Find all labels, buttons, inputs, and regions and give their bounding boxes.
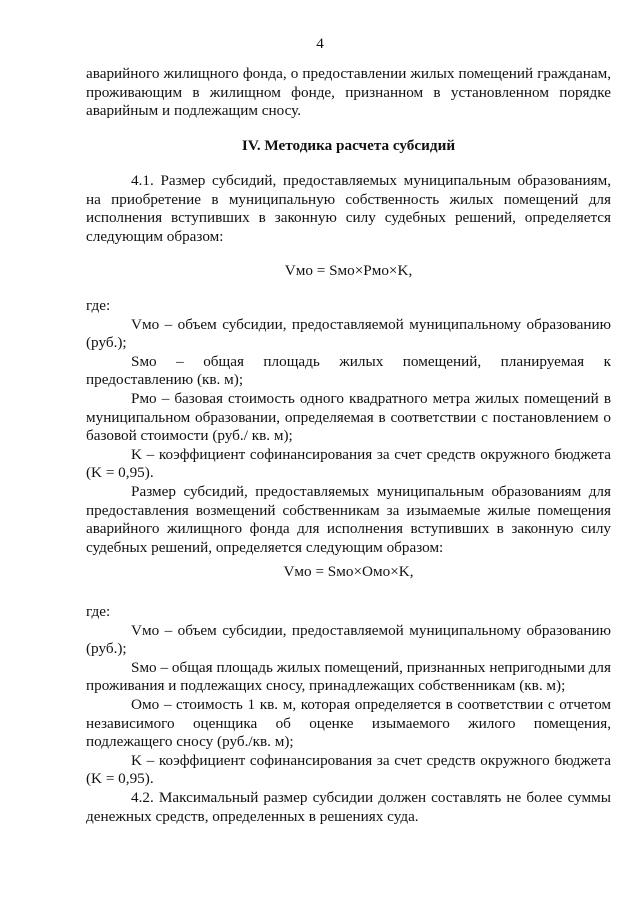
definition-vmo-2: Vмо – объем субсидии, предоставляемой муниципальному образованию (руб.); xyxy=(86,621,611,658)
paragraph-4-2: 4.2. Максимальный размер субсидии должен составлять не более суммы денежных средств, определенных в решениях суда. xyxy=(86,788,611,825)
where-label-1: где: xyxy=(86,297,111,314)
definitions-2 xyxy=(86,603,611,826)
definition-smo-1: Sмо – общая площадь жилых помещений, планируемая к предоставлению (кв. м); xyxy=(86,352,611,389)
definition-omo: Омо – стоимость 1 кв. м, которая определяется в соответствии с отчетом независимого оценщика об оценке изымаемого жилого помещения, подлежащего сносу (руб./кв. м); xyxy=(86,695,611,751)
definition-smo-2: Sмо – общая площадь жилых помещений, признанных непригодными для проживания и подлежащих сносу, принадлежащих собственникам (кв. м); xyxy=(86,658,611,695)
definition-k-1: K – коэффициент софинансирования за счет средств окружного бюджета (K = 0,95). xyxy=(86,445,611,482)
formula-1 xyxy=(86,262,611,281)
formula-1-text: Vмо = Sмо×Pмо×K, xyxy=(284,262,413,279)
paragraph-4-1-text: 4.1. Размер субсидий, предоставляемых муниципальным образованиям, на приобретение в муниципальную собственность жилых помещений для исполнения вступивших в законную силу судебных решений, определяется следующим образом: xyxy=(86,172,611,245)
formula-2 xyxy=(86,563,611,582)
section-heading xyxy=(86,137,611,156)
intro-text: аварийного жилищного фонда, о предоставлении жилых помещений гражданам, проживающим в жилищном фонде, признанном в установленном порядке аварийным и подлежащим сносу. xyxy=(86,65,611,120)
formula-2-text: Vмо = Sмо×Oмо×K, xyxy=(283,563,414,580)
where-label-2: где: xyxy=(86,603,111,620)
paragraph-compensation: Размер субсидий, предоставляемых муниципальным образованиям для предоставления возмещений собственникам за изымаемые жилые помещения аварийного жилищного фонда для исполнения вступивших в законную силу судебных решений, определяется следующим образом: xyxy=(86,482,611,556)
intro-paragraph xyxy=(86,65,611,121)
definition-vmo-1: Vмо – объем субсидии, предоставляемой муниципальному образованию (руб.); xyxy=(86,315,611,352)
definitions-1 xyxy=(86,297,611,557)
paragraph-4-1 xyxy=(86,172,611,246)
page-number: 4 xyxy=(316,35,324,52)
definition-k-2: K – коэффициент софинансирования за счет средств окружного бюджета (K = 0,95). xyxy=(86,751,611,788)
definition-pmo: Pмо – базовая стоимость одного квадратного метра жилых помещений в муниципальном образовании, определяемая в соответствии с постановлением о базовой стоимости (руб./ кв. м); xyxy=(86,389,611,445)
section-title: IV. Методика расчета субсидий xyxy=(241,137,456,154)
